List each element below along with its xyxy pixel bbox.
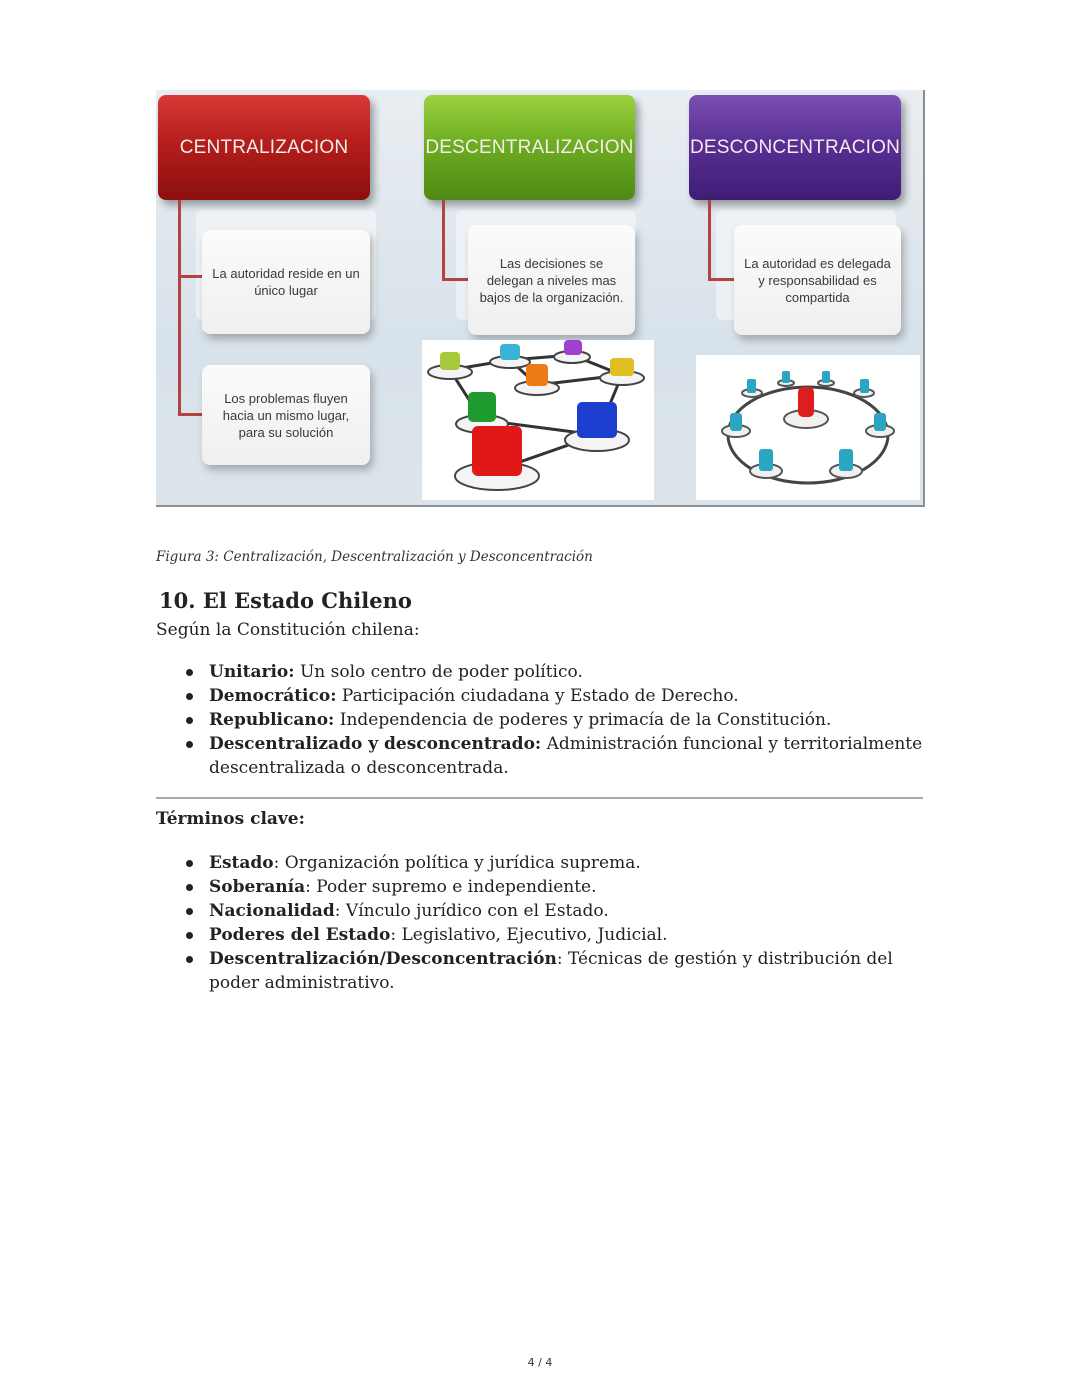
connector-line — [442, 200, 445, 280]
network-people-icon — [422, 340, 654, 500]
list-item-desc: : Legislativo, Ejecutivo, Judicial. — [390, 925, 668, 945]
list-item-term: Estado — [209, 853, 274, 873]
list-item — [209, 899, 929, 923]
list-item — [209, 708, 929, 732]
page-number: 4 / 4 — [527, 1356, 553, 1369]
list-item — [209, 851, 929, 875]
key-terms-list — [156, 851, 929, 995]
list-item-desc: : Organización política y jurídica suprema. — [273, 853, 641, 873]
central-leader-image — [696, 355, 920, 500]
list-item — [209, 875, 929, 899]
header-desconcentracion: DESCONCENTRACION — [689, 95, 901, 200]
section-heading: 10. El Estado Chileno — [159, 588, 412, 613]
card-desconcentracion: La autoridad es delegada y responsabilidad es compartida — [734, 225, 901, 335]
connector-line — [178, 275, 204, 278]
list-item-desc: Un solo centro de poder político. — [294, 662, 583, 682]
horizontal-divider — [156, 797, 923, 799]
connector-line — [178, 413, 204, 416]
list-item-desc: Independencia de poderes y primacía de la Constitución. — [334, 710, 832, 730]
connector-line — [708, 200, 711, 280]
list-item-term: Poderes del Estado — [209, 925, 391, 945]
list-item-term: Descentralizado y desconcentrado: — [209, 734, 542, 754]
list-item — [209, 947, 929, 995]
connector-line — [178, 200, 181, 416]
list-item-term: Unitario: — [209, 662, 295, 682]
list-item — [209, 923, 929, 947]
section-intro: Según la Constitución chilena: — [156, 620, 420, 640]
central-leader-icon — [696, 355, 920, 500]
list-item-term: Republicano: — [209, 710, 335, 730]
header-centralizacion: CENTRALIZACION — [158, 95, 370, 200]
key-terms-title: Términos clave: — [156, 809, 305, 829]
list-item — [209, 684, 929, 708]
list-item-desc: : Técnicas de gestión y distribución del poder administrativo. — [209, 949, 893, 993]
figure-centralization-diagram — [156, 90, 925, 507]
connector-line — [442, 278, 470, 281]
network-people-image — [422, 340, 654, 500]
list-item-term: Descentralización/Desconcentración — [209, 949, 557, 969]
card-centralizacion-2: Los problemas fluyen hacia un mismo lugar, para su solución — [202, 365, 370, 465]
list-item-term: Democrático: — [209, 686, 337, 706]
list-item-desc: Participación ciudadana y Estado de Derecho. — [336, 686, 739, 706]
list-item-desc: : Poder supremo e independiente. — [305, 877, 597, 897]
list-item — [209, 732, 929, 780]
list-item-desc: : Vínculo jurídico con el Estado. — [334, 901, 609, 921]
card-descentralizacion: Las decisiones se delegan a niveles mas bajos de la organización. — [468, 225, 635, 335]
list-item-term: Soberanía — [209, 877, 306, 897]
list-item-term: Nacionalidad — [209, 901, 335, 921]
list-item — [209, 660, 929, 684]
figure-caption: Figura 3: Centralización, Descentralización y Desconcentración — [156, 549, 593, 565]
card-centralizacion-1: La autoridad reside en un único lugar — [202, 230, 370, 334]
header-descentralizacion: DESCENTRALIZACION — [424, 95, 635, 200]
connector-line — [708, 278, 736, 281]
state-characteristics-list — [156, 660, 929, 780]
list-item-desc: Administración funcional y territorialmente descentralizada o desconcentrada. — [209, 734, 923, 778]
